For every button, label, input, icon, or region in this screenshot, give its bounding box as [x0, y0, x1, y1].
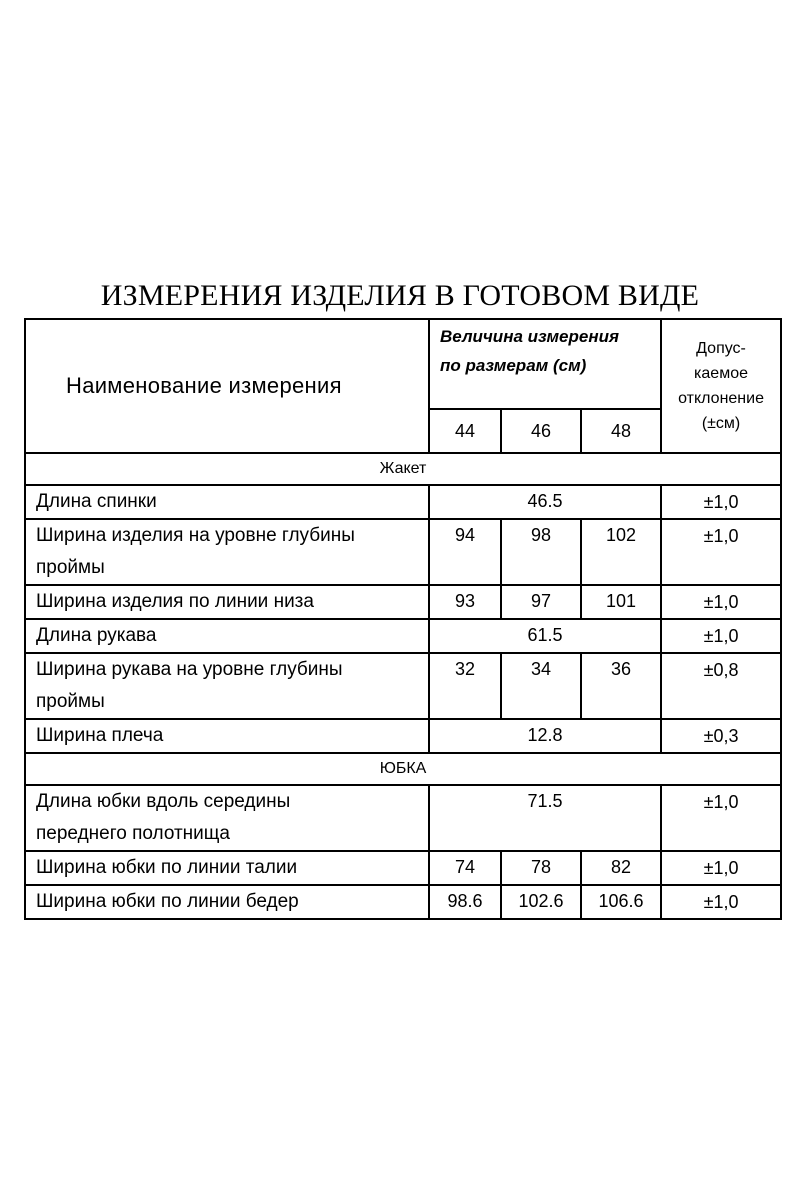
table-row	[25, 519, 781, 585]
header-name-column: Наименование измерения	[25, 319, 429, 453]
param-tolerance: ±1,0	[661, 851, 781, 885]
param-value-all-sizes: 61.5	[429, 619, 661, 653]
section-row-jacket	[25, 453, 781, 485]
measurements-table	[24, 318, 782, 920]
param-name-line2: проймы	[36, 691, 105, 712]
param-name	[25, 519, 429, 585]
param-name-line1: Длина юбки вдоль середины	[36, 791, 291, 812]
param-value-48: 101	[581, 585, 661, 619]
param-name: Ширина плеча	[25, 719, 429, 753]
table-row	[25, 785, 781, 851]
section-title-skirt: ЮБКА	[25, 753, 781, 785]
param-value-all-sizes: 46.5	[429, 485, 661, 519]
param-name-line1: Ширина изделия на уровне глубины	[36, 525, 355, 546]
param-value-44: 32	[429, 653, 501, 719]
param-name	[25, 785, 429, 851]
param-name: Длина спинки	[25, 485, 429, 519]
table-row	[25, 619, 781, 653]
param-value-44: 74	[429, 851, 501, 885]
param-tolerance: ±1,0	[661, 885, 781, 919]
param-value-44: 98.6	[429, 885, 501, 919]
header-row	[25, 319, 781, 409]
header-size-line2: по размерам (см)	[440, 356, 587, 375]
param-value-48: 36	[581, 653, 661, 719]
param-name-line2: проймы	[36, 557, 105, 578]
param-value-48: 82	[581, 851, 661, 885]
table-row	[25, 885, 781, 919]
param-tolerance: ±1,0	[661, 619, 781, 653]
param-tolerance: ±0,3	[661, 719, 781, 753]
header-size-line1: Величина измерения	[440, 327, 620, 346]
param-value-44: 94	[429, 519, 501, 585]
table-row	[25, 485, 781, 519]
param-tolerance: ±1,0	[661, 785, 781, 851]
param-value-46: 97	[501, 585, 581, 619]
param-tolerance: ±1,0	[661, 519, 781, 585]
param-value-46: 102.6	[501, 885, 581, 919]
param-name: Ширина юбки по линии талии	[25, 851, 429, 885]
param-value-46: 98	[501, 519, 581, 585]
param-name-line2: переднего полотнища	[36, 823, 230, 844]
param-value-all-sizes: 71.5	[429, 785, 661, 851]
param-tolerance: ±0,8	[661, 653, 781, 719]
table-row	[25, 653, 781, 719]
table-row	[25, 851, 781, 885]
header-tolerance-line4: (±см)	[701, 415, 741, 432]
param-tolerance: ±1,0	[661, 485, 781, 519]
document-title: ИЗМЕРЕНИЯ ИЗДЕЛИЯ В ГОТОВОМ ВИДЕ	[100, 279, 700, 312]
param-value-48: 106.6	[581, 885, 661, 919]
header-tolerance-line1: Допус-	[696, 340, 746, 357]
param-name-line1: Ширина рукава на уровне глубины	[36, 659, 343, 680]
table-row	[25, 719, 781, 753]
param-name	[25, 653, 429, 719]
size-46: 46	[501, 409, 581, 453]
section-title-jacket: Жакет	[25, 453, 781, 485]
header-tolerance-column	[661, 319, 781, 453]
header-tolerance-line2: каемое	[694, 365, 748, 382]
size-44: 44	[429, 409, 501, 453]
param-value-all-sizes: 12.8	[429, 719, 661, 753]
table-row	[25, 585, 781, 619]
param-name: Ширина юбки по линии бедер	[25, 885, 429, 919]
size-48: 48	[581, 409, 661, 453]
section-row-skirt	[25, 753, 781, 785]
param-name: Длина рукава	[25, 619, 429, 653]
param-value-44: 93	[429, 585, 501, 619]
param-name: Ширина изделия по линии низа	[25, 585, 429, 619]
header-tolerance-line3: отклонение	[678, 390, 764, 407]
param-value-46: 78	[501, 851, 581, 885]
param-tolerance: ±1,0	[661, 585, 781, 619]
header-size-column	[429, 319, 661, 409]
param-value-48: 102	[581, 519, 661, 585]
param-value-46: 34	[501, 653, 581, 719]
